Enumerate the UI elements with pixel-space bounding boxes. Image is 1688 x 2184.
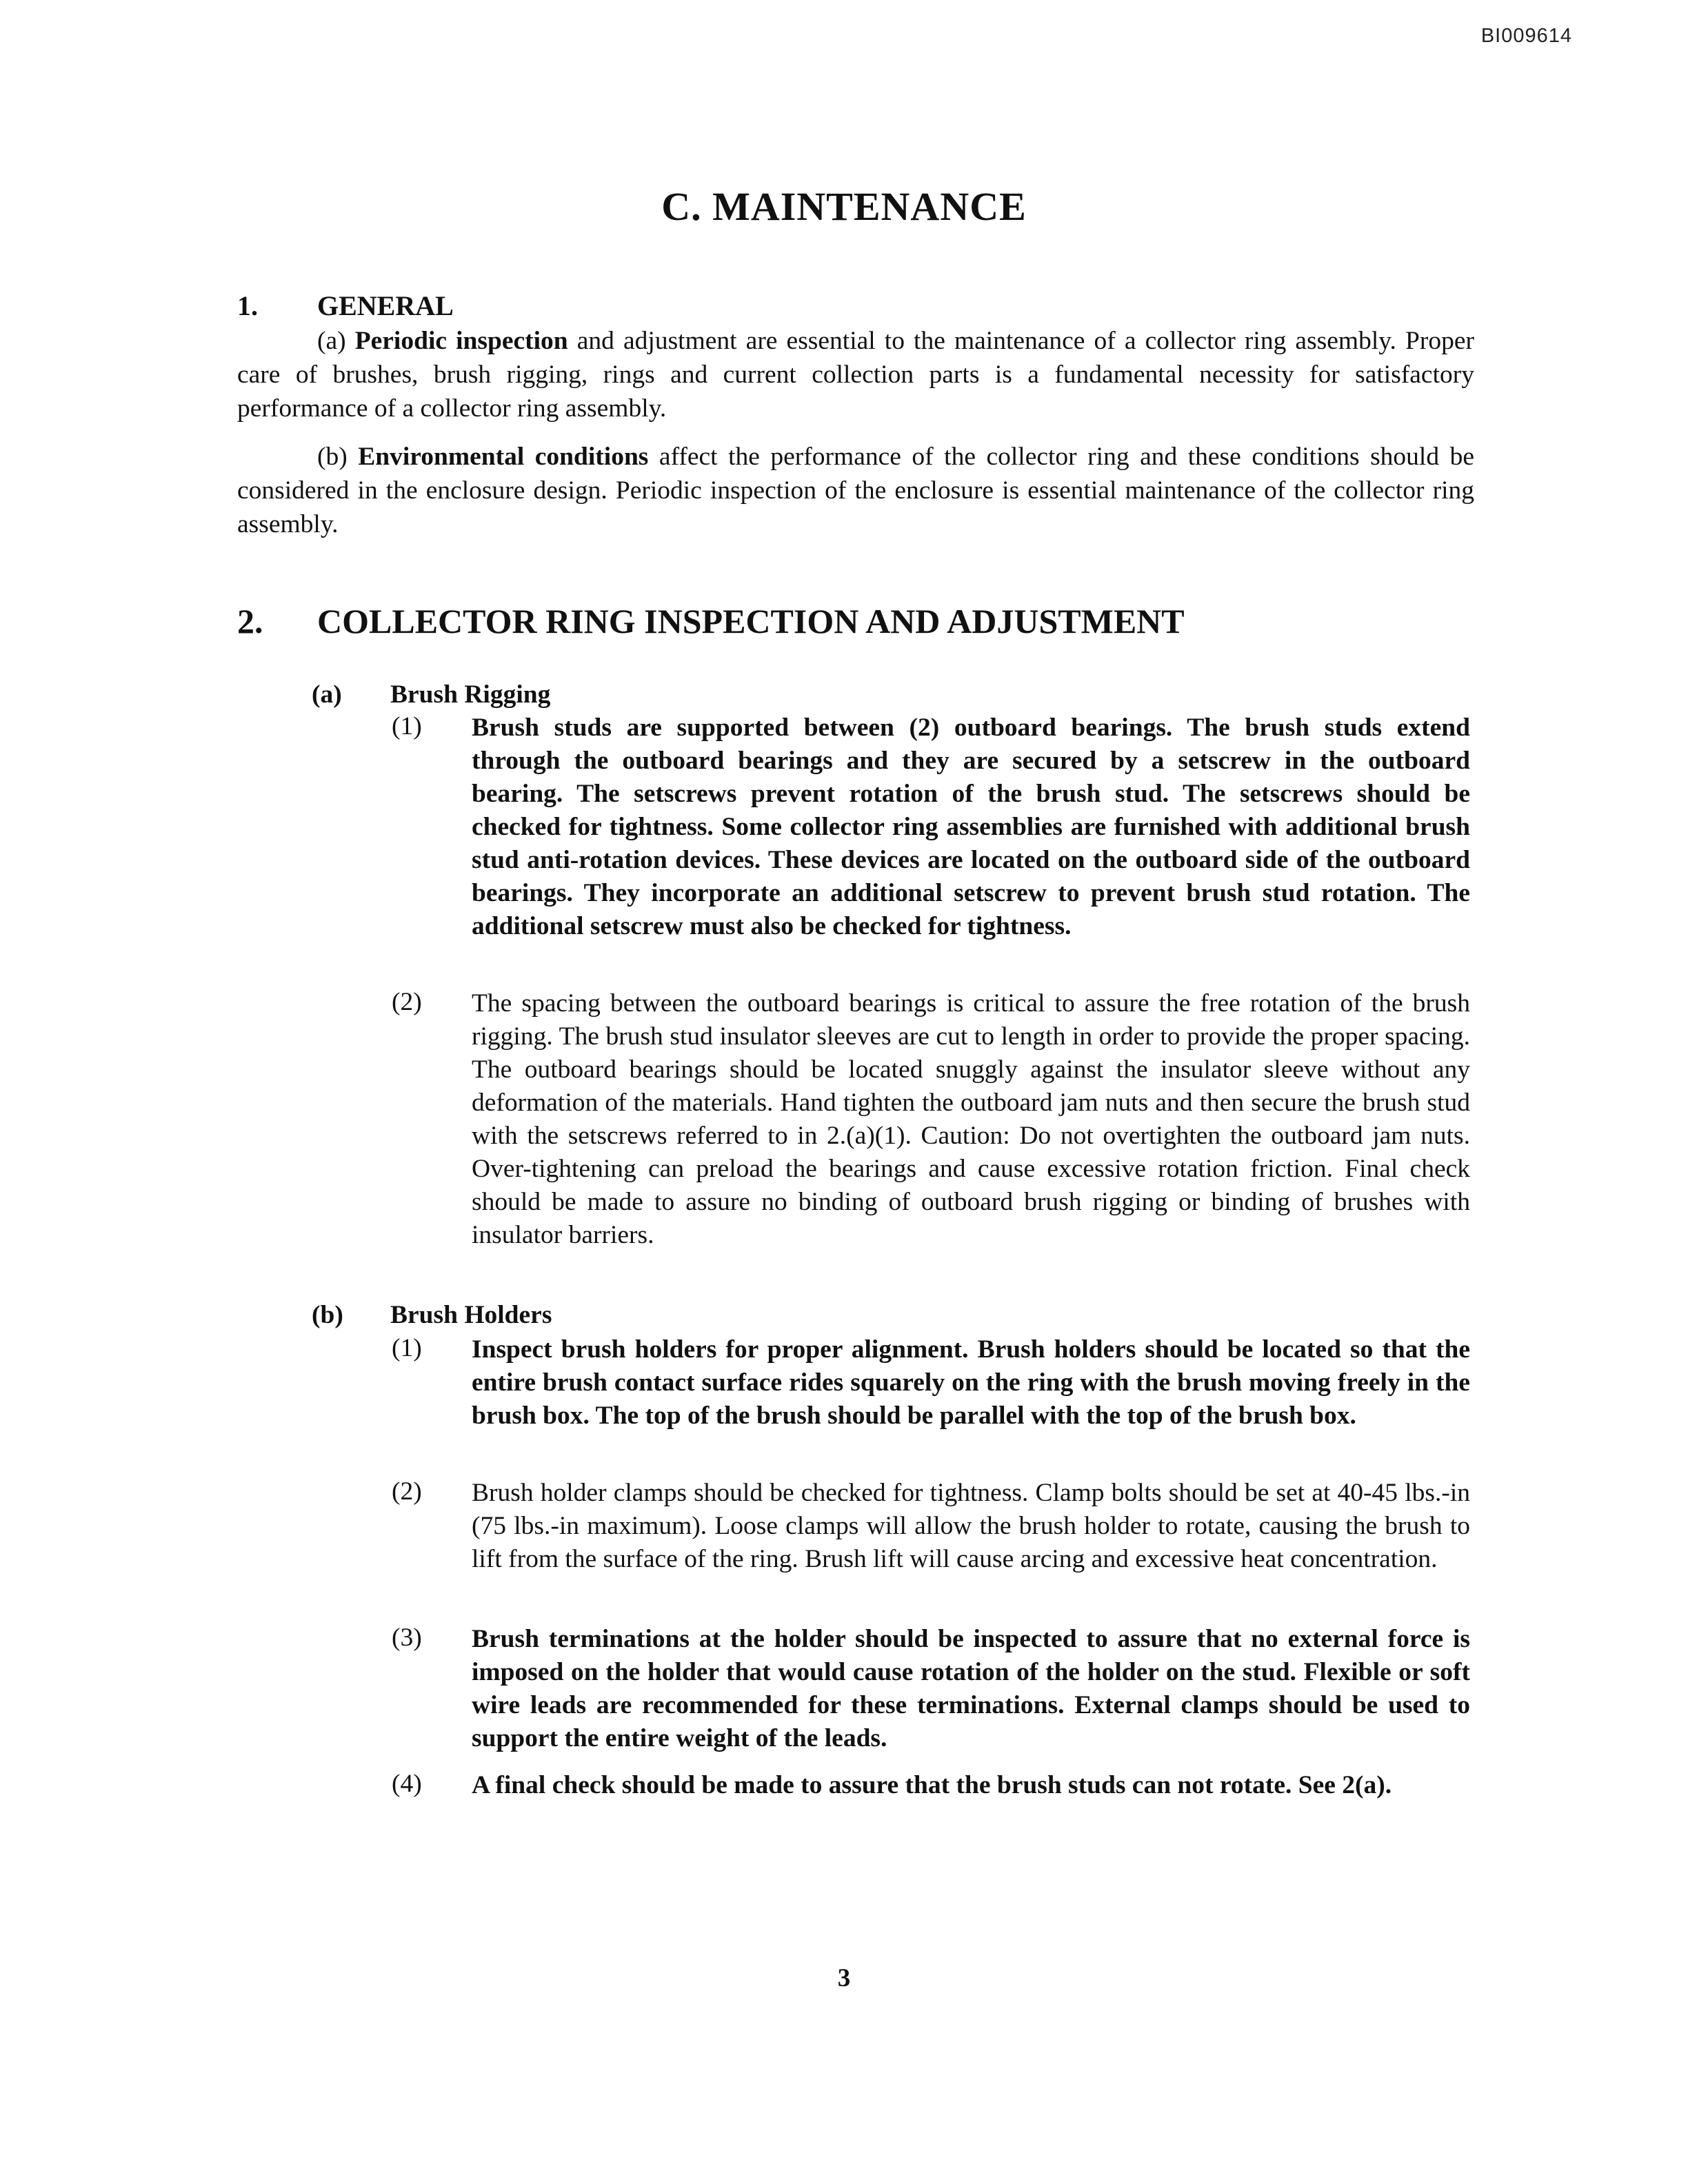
subsection-b-title: Brush Holders [390,1301,552,1329]
para-a-text: and adjustment are essential to the maintenance of a collector ring assembly. Proper care of brushes, brush rigging, rings and current collection parts is a fundamental necessity for satisfactory performance of a collector ring assembly. [237,327,1475,423]
item-b3-text: Brush terminations at the holder should be inspected to assure that no external force is imposed on the holder that would cause rotation of the holder on the stud. Flexible or soft wire leads are recommended for these terminations. External clamps should be used to support the entire weight of the leads. [472,1625,1470,1752]
item-a1-number: (1) [392,712,422,740]
item-b2-text: Brush holder clamps should be checked for tightness. Clamp bolts should be set at 40-45 lbs.-in (75 lbs.-in maximum). Loose clamps will allow the brush holder to rotate, causing the brush to lift from the surface of the ring. Brush lift will cause arcing and excessive heat concentration. [472,1479,1470,1573]
section-1-heading: GENERAL [317,290,454,321]
section-2-heading: COLLECTOR RING INSPECTION AND ADJUSTMENT [317,602,1185,640]
para-a-lead: Periodic inspection [354,327,568,355]
item-a2-text: The spacing between the outboard bearings is critical to assure the free rotation of the brush rigging. The brush stud insulator sleeves are cut to length in order to provide the proper spacing. The outboard bearings should be located snuggly against the insulator sleeve without any deformation of the materials. Hand tighten the outboard jam nuts and then secure the brush stud with the setscrews referred to in 2.(a)(1). Caution: Do not overtighten the outboard jam nuts. Over-tightening can preload the bearings and cause excessive rotation friction. Final check should be made to assure no binding of outboard brush rigging or binding of brushes with insulator barriers. [472,989,1470,1249]
section-1-number: 1. [237,290,258,321]
item-a2-number: (2) [392,988,422,1016]
para-b-text: affect the performance of the collector ring and these conditions should be considered in the enclosure design. Periodic inspection of the enclosure is essential maintenance of the collector ring assembly. [237,443,1474,538]
para-a-label: (a) [317,327,346,355]
para-b-label: (b) [317,443,348,471]
document-id: BI009614 [1480,25,1572,47]
item-b4-number: (4) [392,1770,422,1798]
subsection-b-label: (b) [312,1301,343,1329]
item-b1-text: Inspect brush holders for proper alignment. Brush holders should be located so that the entire brush contact surface rides squarely on the ring with the brush moving freely in the brush box. The top of the brush should be parallel with the top of the brush box. [472,1335,1470,1430]
section-2-number: 2. [237,602,263,640]
item-b3-number: (3) [392,1624,422,1652]
item-a1-text: Brush studs are supported between (2) outboard bearings. The brush studs extend through the outboard bearings and they are secured by a setscrew in the outboard bearing. The setscrews prevent rotation of the brush stud. The setscrews should be checked for tightness. Some collector ring assemblies are furnished with additional brush stud anti-rotation devices. These devices are located on the outboard side of the outboard bearings. They incorporate an additional setscrew to prevent brush stud rotation. The additional setscrew must also be checked for tightness. [472,714,1470,940]
page-number: 3 [837,1964,851,1992]
para-b-lead: Environmental conditions [358,443,649,471]
section-1-paragraph-a [237,324,1474,425]
subsection-a-label: (a) [312,680,342,709]
subsection-a-title: Brush Rigging [390,680,551,709]
section-1-paragraph-b [237,440,1474,541]
item-b4-text: A final check should be made to assure that the brush studs can not rotate. See 2(a). [472,1771,1392,1799]
item-b2-number: (2) [392,1477,422,1506]
page-title: C. MAINTENANCE [661,184,1027,229]
item-b1-number: (1) [392,1334,422,1362]
